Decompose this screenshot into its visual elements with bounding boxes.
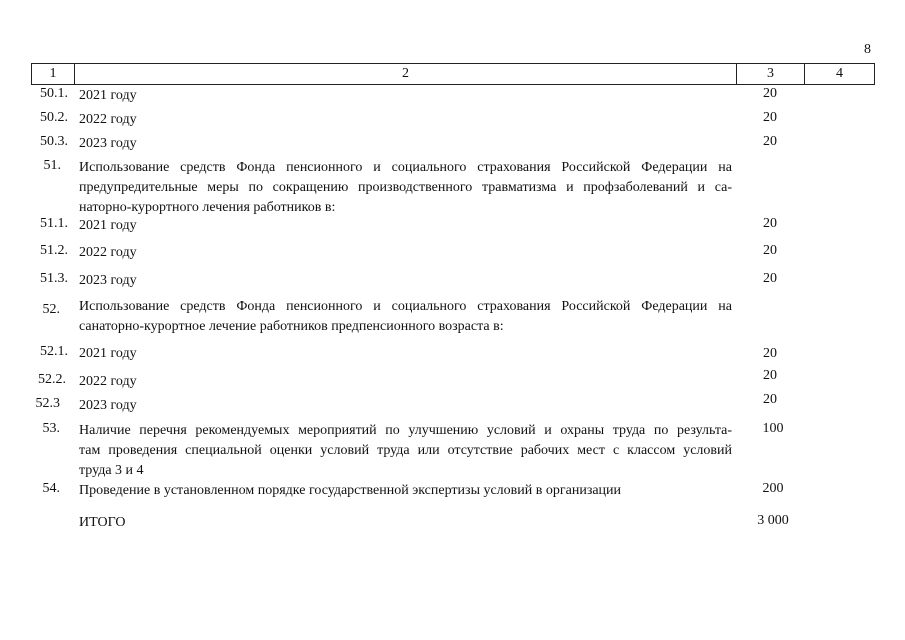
total-label: ИТОГО xyxy=(79,515,126,530)
row-number: 54. xyxy=(42,481,60,496)
row-number: 51.2. xyxy=(40,243,68,258)
column-header-table xyxy=(31,63,875,85)
row-text: 2023 году xyxy=(79,136,137,151)
row-number: 50.3. xyxy=(40,134,68,149)
row-text: 2021 году xyxy=(79,88,137,103)
row-text: 2021 году xyxy=(79,346,137,361)
row-value: 100 xyxy=(762,421,784,436)
row-text: Использование средств Фонда пенсионного и социального страхования Российской Федерации на предупредительные меры по сокращению производственного травматизма и профзаболеваний и са- наторно-курортного лечения работников в: xyxy=(79,160,732,215)
column-header-row xyxy=(32,64,875,85)
column-header-3: 3 xyxy=(737,64,805,85)
row-value: 20 xyxy=(763,392,777,407)
row-number: 51.3. xyxy=(40,271,68,286)
row-number: 52.2. xyxy=(38,372,66,387)
row-text: 2022 году xyxy=(79,112,137,127)
row-value: 20 xyxy=(763,216,777,231)
row-value: 20 xyxy=(763,346,777,361)
row-value: 20 xyxy=(763,243,777,258)
total-value: 3 000 xyxy=(757,513,789,528)
row-value: 20 xyxy=(763,110,777,125)
row-number: 52.3 xyxy=(35,396,60,411)
row-text: 2022 году xyxy=(79,245,137,260)
row-value: 20 xyxy=(763,134,777,149)
row-number: 51.1. xyxy=(40,216,68,231)
row-number: 52. xyxy=(42,302,60,317)
row-value: 20 xyxy=(763,271,777,286)
column-header-1: 1 xyxy=(32,64,75,85)
row-text: Наличие перечня рекомендуемых мероприятий по улучшению условий и охраны труда по результа- там проведения специальной оценки условий труда или отсутствие рабочих мест с классом условий труда 3 и 4 xyxy=(79,423,732,478)
row-text: 2023 году xyxy=(79,398,137,413)
row-number: 50.1. xyxy=(40,86,68,101)
row-text: Проведение в установленном порядке государственной экспертизы условий в организации xyxy=(79,483,622,498)
row-value: 20 xyxy=(763,368,777,383)
row-number: 51. xyxy=(43,158,61,173)
row-text: 2021 году xyxy=(79,218,137,233)
row-value: 20 xyxy=(763,86,777,101)
row-value: 200 xyxy=(762,481,784,496)
row-number: 53. xyxy=(42,421,60,436)
row-number: 52.1. xyxy=(40,344,68,359)
column-header-2: 2 xyxy=(75,64,737,85)
column-header-4: 4 xyxy=(805,64,875,85)
row-text: 2023 году xyxy=(79,273,137,288)
row-text: 2022 году xyxy=(79,374,137,389)
row-text: Использование средств Фонда пенсионного и социального страхования Российской Федерации на санаторно-курортное лечение работников предпенсионного возраста в: xyxy=(79,299,732,334)
page-number: 8 xyxy=(864,42,871,57)
row-number: 50.2. xyxy=(40,110,68,125)
